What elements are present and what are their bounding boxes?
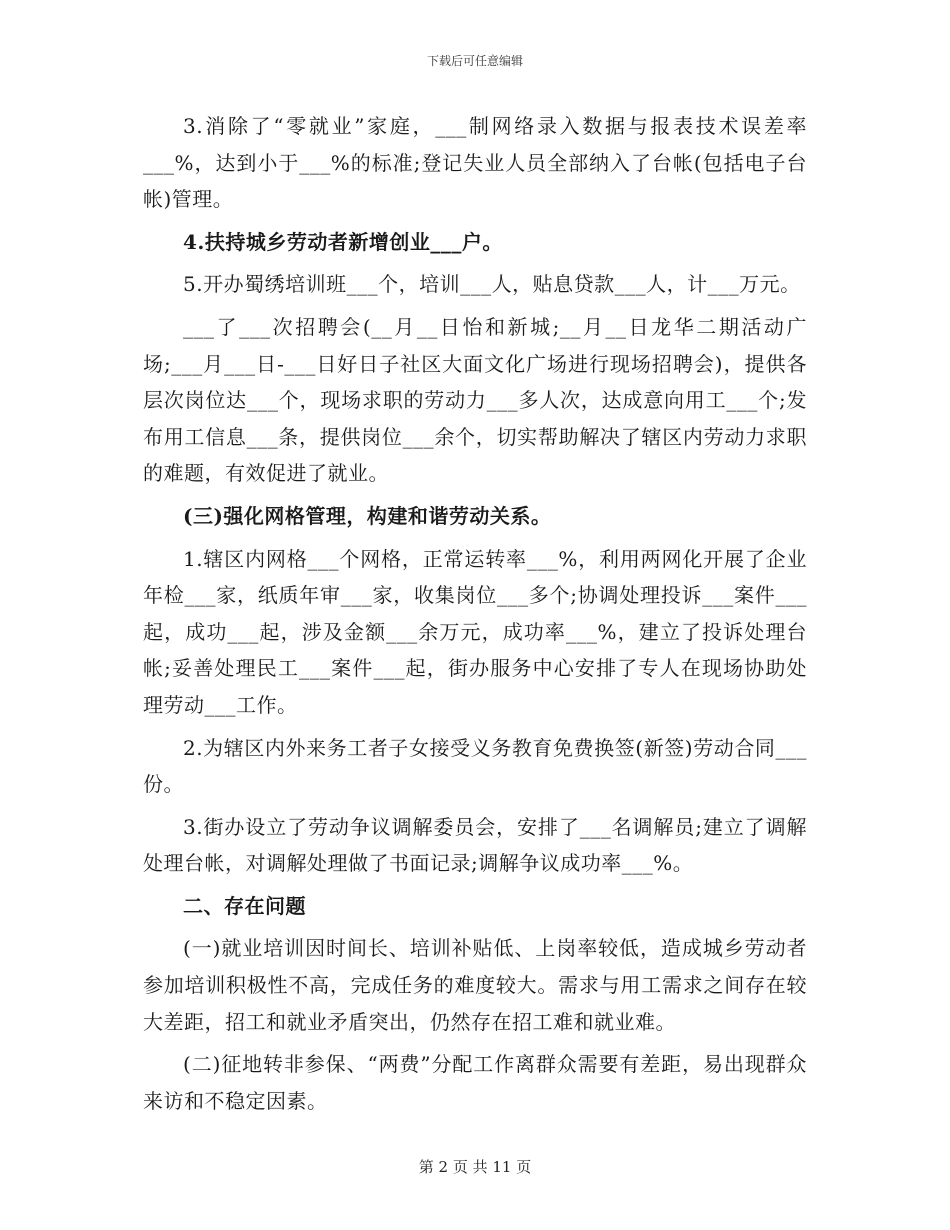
document-body	[143, 108, 807, 1125]
section-heading: (三)强化网格管理，构建和谐劳动关系。	[183, 503, 552, 528]
paragraph-heading: 4.扶持城乡劳动者新增创业___户。	[183, 229, 503, 254]
paragraph: ___了___次招聘会(__月__日怡和新城;__月__日龙华二期活动广场;___月___日-___日好日子社区大面文化广场进行现场招聘会)，提供各层次岗位达___个，现场求职的劳动力___多人次，达成意向用工___个;发布用工信息___条，提供岗位___余个，切实帮助解决了辖区内劳动力求职的难题，有效促进了就业。	[143, 314, 807, 486]
paragraph: 1.辖区内网格___个网格，正常运转率___%，利用两网化开展了企业年检___家，纸质年审___家，收集岗位___多个;协调处理投诉___案件___起，成功___起，涉及金额___余万元，成功率___%，建立了投诉处理台帐;妥善处理民工___案件___起，街办服务中心安排了专人在现场协助处理劳动___工作。	[143, 546, 807, 717]
paragraph: 3.街办设立了劳动争议调解委员会，安排了___名调解员;建立了调解处理台帐，对调解处理做了书面记录;调解争议成功率___%。	[143, 814, 807, 876]
paragraph: (二)征地转非参保、“两费”分配工作离群众需要有差距，易出现群众来访和不稳定因素。	[143, 1052, 807, 1113]
paragraph: 2.为辖区内外来务工者子女接受义务教育免费换签(新签)劳动合同___份。	[143, 735, 807, 797]
section-heading: 二、存在问题	[183, 893, 306, 918]
page-footer: 第 2 页 共 11 页	[418, 1158, 532, 1176]
paragraph: 5.开办蜀绣培训班___个，培训___人，贴息贷款___人，计___万元。	[183, 272, 801, 297]
page-header: 下载后可任意编辑	[426, 54, 523, 68]
paragraph: 3.消除了“零就业”家庭，___制网络录入数据与报表技术误差率___%，达到小于___%的标准;登记失业人员全部纳入了台帐(包括电子台帐)管理。	[143, 114, 807, 212]
paragraph: (一)就业培训因时间长、培训补贴低、上岗率较低，造成城乡劳动者参加培训积极性不高，完成任务的难度较大。需求与用工需求之间存在较大差距，招工和就业矛盾突出，仍然存在招工难和就业难。	[143, 936, 807, 1034]
